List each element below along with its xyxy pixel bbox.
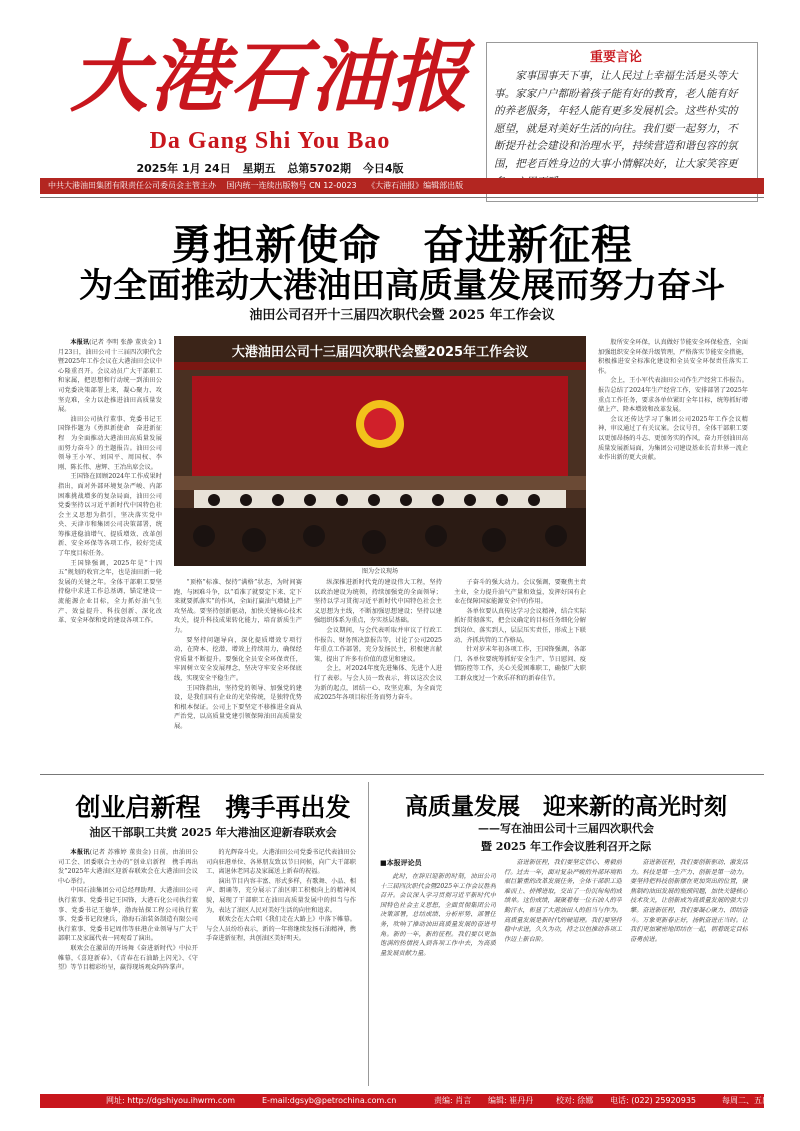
festival-column-1 — [58, 848, 198, 1084]
festival-article-subtitle: 油区干部职工共赏 2025 年大港油区迎新春联欢会 — [89, 826, 337, 839]
commentary-column-2 — [504, 858, 622, 1084]
commentary-byline: ■本报评论员 — [380, 859, 422, 867]
publisher: 中共大港油田集团有限责任公司委员会主管主办 — [48, 181, 216, 190]
commentary-title: 高质量发展 迎来新的高光时刻 — [405, 794, 727, 820]
lead-dateline-text: (记者 李明 张静 董贵金) 1月23日，油田公司十三届四次职代会暨2025年工作会议在大港油田会议中心隆重召开。会议动员广大干部职工和家属，把思想和行动统一到油田公司党委决策部署上来，凝心聚力、攻坚克难，全力以赴推进油田高质量发展。 — [58, 339, 162, 414]
footer-website: 网址: http://dgshiyou.ihwrm.com — [106, 1096, 236, 1105]
festival-paragraph: 中国石油集团公司总经理助理、大港油田公司执行董事、党委书记王国锋，大港石化公司执行董事、党委书记王德华，渤海钻探工程公司执行董事、党委书记段建兵，渤海石油装备制造有限公司执行董事、党委书记周伟等驻港企业领导与广大干部职工及家属代表一同观看了演出。 — [58, 887, 198, 943]
commentary-paragraph: 奋进新征程，我们要坚定信心、勇毅前行。过去一年，面对复杂严峻的外部环境和艰巨繁重的改革发展任务，全体干部职工迎难而上、拼搏进取，交出了一份沉甸甸的成绩单。这份成绩，凝聚着每一位石油人的辛勤汗水，彰显了大港油田人的担当与作为。高质量发展是新时代的硬道理。我们要坚持稳中求进，久久为功，持之以恒推动各项工作迈上新台阶。 — [504, 859, 622, 943]
lead-paragraph: 纵深推进新时代党的建设伟大工程，坚持以政治建设为统领，持续加强党的全面领导；坚持以学习贯彻习近平新时代中国特色社会主义思想为主线，不断加强思想建设；坚持以建强组织体系为重点，夯实基层基础。 — [314, 579, 442, 625]
lead-paragraph: 会上，对2024年度先进集体、先进个人进行了表彰。与会人员一致表示，将以这次会议为新的起点，团结一心、攻坚克难，为全面完成2025年各项目标任务而努力奋斗。 — [314, 665, 442, 702]
footer-proofreader: 校对: 徐娜 — [556, 1096, 594, 1105]
lead-headline-1: 勇担新使命 奋进新征程 — [171, 221, 633, 269]
page-count: 今日4版 — [362, 162, 404, 175]
meeting-photo — [174, 336, 586, 566]
lead-paragraph: 会上，王小军代表油田公司作生产经营工作报告。报告总结了2024年生产经营工作，安排部署了2025年重点工作任务，要求各单位紧盯全年目标，统筹抓好增储上产、降本增效和改革发展。 — [598, 377, 748, 414]
footer-editor: 编辑: 崔丹丹 — [488, 1096, 534, 1105]
lead-paragraph: 王国锋在回顾2024年工作成果时指出，面对外部环境复杂严峻、内部困难挑战增多的复杂局面，油田公司党委坚持以习近平新时代中国特色社会主义思想为指引，坚决落实党中央、天津市和集团公司决策部署，统筹推进稳油增气、提质增效、改革创新、安全环保等各项工作，较好完成了年度目标任务。 — [58, 473, 162, 558]
footer-bar — [40, 1094, 778, 1108]
masthead-pinyin: Da Gang Shi You Bao — [149, 128, 391, 154]
lead-subhead: 油田公司召开十三届四次职代会暨 2025 年工作会议 — [249, 308, 555, 323]
issue-weekday: 星期五 — [242, 162, 276, 175]
lead-column-1 — [58, 338, 162, 766]
lead-paragraph: 王国锋指出，坚持党的领导、加强党的建设，是我们国有企业的光荣传统，是独特优势和根本保证。公司上下要坚定不移推进全面从严治党，以高质量党建引领保障油田高质量发展。 — [174, 684, 302, 730]
festival-paragraph: 联欢会在激昂的开场舞《奋进新时代》中拉开帷幕，《喜迎新春》、《青春在石油路上闪光》、《守望》等节目精彩纷呈，赢得现场观众阵阵掌声。 — [58, 944, 198, 972]
column-divider — [368, 782, 369, 1086]
lead-paragraph: 要坚持问题导向，深化提质增效专项行动，在降本、挖潜、增效上持续用力，确保经营质量不断提升。要强化全员安全环保责任，牢固树立安全发展理念，坚决守牢安全环保底线，实现安全平稳生产。 — [174, 636, 302, 682]
lead-dateline: 本报讯 — [70, 339, 90, 346]
publisher-bar — [40, 178, 764, 194]
editorial-office: 《大港石油报》编辑部出版 — [367, 181, 464, 190]
lead-paragraph: “顶格”标准、保持“满格”状态，为时间赛跑、与困难斗争，以“看准了就要定下来、定下来就要抓落实”的作风，全面打赢油气增储上产攻坚战。要坚持创新驱动，加快关键核心技术攻关，提升科技成果转化能力，培育新质生产力。 — [174, 579, 302, 634]
divider — [40, 197, 764, 198]
meeting-hall-illustration — [174, 336, 586, 566]
lead-headline-2: 为全面推动大港油田高质量发展而努力奋斗 — [79, 266, 725, 306]
commentary-subtitle-1: ——写在油田公司十三届四次职代会 — [478, 822, 654, 835]
festival-column-2 — [206, 848, 356, 1084]
lead-paragraph: 针对岁末年初各项工作，王国锋强调，各部门、各单位要统筹抓好安全生产、节日慰问、疫情防控等工作，关心关爱困难职工，确保广大职工群众度过一个欢乐祥和的新春佳节。 — [454, 646, 586, 682]
lead-column-5 — [598, 338, 748, 766]
lead-paragraph: 子奋斗的强大动力。会议强调，要聚焦主责主业，全力提升油气产量和效益，发挥好国有企业在保障国家能源安全中的作用。 — [454, 579, 586, 606]
footer-phone: 电话: (022) 25920935 — [610, 1096, 697, 1105]
issue-number: 总第5702期 — [287, 162, 352, 175]
festival-article-title: 创业启新程 携手再出发 — [75, 793, 351, 822]
photo-banner-text: 大港油田公司十三届四次职代会暨2025年工作会议 — [231, 345, 529, 360]
festival-paragraph: 的光辉奋斗史。大港油田公司党委书记代表油田公司向驻港单位、各界朋友致以节日问候，向广大干部职工、离退休老同志及家属送上新春的祝福。 — [206, 849, 356, 876]
lead-paragraph: 会议期间，与会代表听取并审议了行政工作报告、财务预决算报告等，讨论了公司2025年重点工作部署，充分发扬民主，积极建言献策，提出了许多有价值的意见和建议。 — [314, 626, 442, 663]
footer-schedule: 每周二、五出版 — [722, 1096, 778, 1105]
festival-dateline: 本报讯 — [70, 849, 90, 856]
lead-paragraph: 油田公司执行董事、党委书记王国锋作题为《勇担新使命 奋进新征程 为全面推动大港油田高质量发展而努力奋斗》的主题报告。油田公司领导王小军、刘国平、周国权、李刚、陈长伟、唐辉、王冶出席会议。 — [58, 415, 162, 471]
commentary-paragraph: 奋进新征程，我们要创新驱动、激发活力。科技是第一生产力、创新是第一动力。要坚持把科技创新摆在更加突出的位置，聚焦制约油田发展的瓶颈问题，加快关键核心技术攻关，让创新成为高质量发展的强大引擎。奋进新征程，我们要凝心聚力、团结奋斗。万象更新春正好，扬帆奋进正当时。让我们更加紧密地团结在一起，朝着既定目标奋勇前进。 — [630, 859, 748, 943]
masthead-meta — [60, 160, 480, 176]
footer-email: E-mail:dgsyb@petrochina.com.cn — [262, 1096, 397, 1105]
lead-column-3 — [314, 578, 442, 766]
section-divider — [40, 774, 764, 775]
festival-paragraph: (记者 苏雅婷 董贵金) 日前，由油田公司工会、团委联合主办的“创业启新程 携手再出发”2025年大港油区迎新春联欢会在大港油田会议中心举行。 — [58, 849, 198, 885]
quote-text: 家事国事天下事，让人民过上幸福生活是头等大事。家家户户都盼着孩子能有好的教育，老人能有好的养老服务，年轻人能有更多发展机会。这些朴实的愿望，就是对美好生活的向往。我们要一起努力，不断提升社会建设和治理水平，持续营造和谐包容的氛围，把老百姓身边的大事小情解决好，让大家笑容更 — [494, 70, 738, 170]
commentary-column-3 — [630, 858, 748, 1084]
quote-heading: 重要言论 — [590, 50, 643, 65]
issue-date: 2025年 1月 24日 — [136, 162, 231, 175]
festival-paragraph: 联欢会在大合唱《我们走在大路上》中落下帷幕。与会人员纷纷表示，新的一年将继续发扬石油精神，携手奋进新征程，共创油区美好明天。 — [206, 916, 356, 943]
photo-caption: 图为会议现场 — [361, 568, 398, 575]
commentary-paragraph: 此时，在辞旧迎新的时刻，油田公司十三届四次职代会暨2025年工作会议胜利召开。会议深入学习贯彻习近平新时代中国特色社会主义思想，全面贯彻集团公司决策部署，总结成绩、分析形势、部署任务，吹响了推动油田高质量发展的奋进号角。新的一年，新的征程。我们要以更加饱满的热情投入到各项工作中去，为高质量发展贡献力量。 — [380, 873, 496, 957]
commentary-subtitle-2: 暨 2025 年工作会议胜利召开之际 — [480, 840, 652, 853]
masthead-title: 大港石油报 — [69, 32, 470, 123]
lead-column-2 — [174, 578, 302, 766]
cn-number: 国内统一连续出版物号 CN 12-0023 — [226, 181, 357, 190]
commentary-column-1 — [380, 872, 496, 1084]
lead-paragraph: 会议还传达学习了集团公司2025年工作会议精神，审议通过了有关议案。会议号召，全体干部职工要以更加昂扬的斗志、更加务实的作风，奋力开创油田高质量发展新局面，为集团公司建设基业长青世界一流企业作出新的更大贡献。 — [598, 415, 748, 462]
lead-paragraph: 股所安全环保，认真做好节能安全环保检查，全面加强组织安全环保升级管理，严格落实节能安全措施，积极推进安全标准化建设和全员安全环保责任落实工作。 — [598, 339, 748, 375]
lead-paragraph: 各单位要认真传达学习会议精神，结合实际抓好贯彻落实，把会议确定的目标任务细化分解到岗位、落实到人，层层压实责任，形成上下联动、齐抓共管的工作格局。 — [454, 607, 586, 644]
festival-paragraph: 演出节目内容丰富、形式多样，有歌舞、小品、相声、朗诵等，充分展示了油区职工积极向上的精神风貌，展现了干部职工在油田高质量发展中的担当与作为，表达了油区人民对美好生活的向往和追求。 — [206, 877, 356, 914]
footer-chief-editor: 责编: 肖言 — [434, 1096, 472, 1105]
lead-paragraph: 王国锋强调，2025年是“十四五”规划的收官之年，也是油田新一轮发展的关键之年。全体干部职工要坚持稳中求进工作总基调，锚定建设一流能源企业目标，全力抓好油气生产、效益提升、科技创新、深化改革、安全环保和党的建设各项工作。 — [58, 559, 162, 625]
lead-column-4 — [454, 578, 586, 766]
